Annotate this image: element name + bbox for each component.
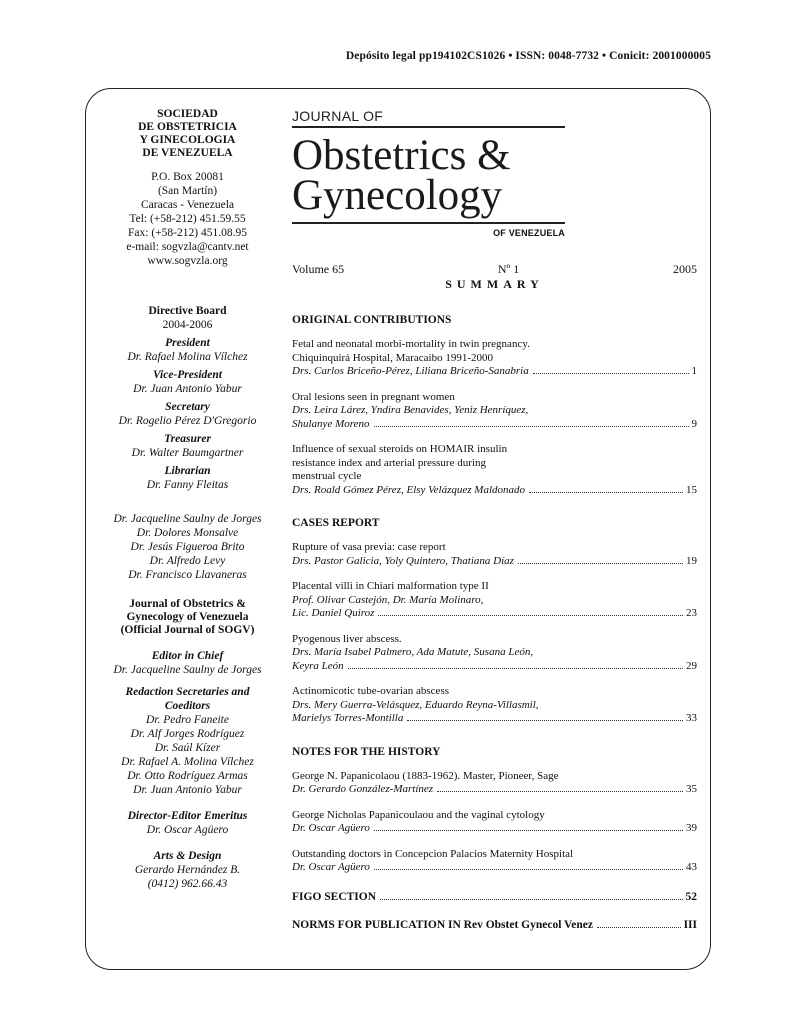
section-title: NORMS FOR PUBLICATION IN Rev Obstet Gynecol Venez (292, 918, 594, 931)
entry-title: Actinomicotic tube-ovarian abscess (292, 685, 450, 697)
entry-page: 35 (686, 783, 697, 795)
address-line: Caracas - Venezuela (140, 199, 234, 211)
website-line: www.sogvzla.org (147, 255, 228, 267)
norms-entry[interactable] (292, 919, 697, 931)
directive-board-years: 2004-2006 (162, 319, 213, 331)
entry-authors: Drs. Mery Guerra-Velásquez, Eduardo Reyna-Villasmil, (292, 698, 539, 711)
entry-authors: Shulanye Moreno (292, 417, 370, 430)
role-person: Dr. Juan Antonio Yabur (133, 383, 242, 395)
redaction-person: Dr. Otto Rodríguez Armas (127, 770, 248, 782)
journal-title-line: Gynecology of Venezuela (126, 611, 249, 623)
legal-deposit-line: Depósito legal pp194102CS1026 • ISSN: 0048-7732 • Conicit: 2001000005 (345, 50, 711, 62)
toc-entry[interactable] (292, 580, 697, 621)
toc-entry[interactable] (292, 338, 697, 379)
redaction-person: Dr. Saúl Kízer (154, 742, 221, 754)
entry-authors: Drs. María Isabel Palmero, Ada Matute, Susana León, (292, 646, 534, 658)
entry-page: 1 (691, 365, 697, 377)
toc-entry[interactable] (292, 443, 697, 497)
journal-title-line: (Official Journal of SOGV) (120, 624, 255, 636)
board-member: Dr. Alfredo Levy (149, 555, 226, 567)
entry-authors: Dr. Oscar Agüero (292, 861, 370, 873)
entry-authors: Drs. Pastor Galicia, Yoly Quintero, Thatiana Díaz (292, 554, 514, 567)
arts-role: Arts & Design (153, 850, 222, 862)
editor-role: Editor in Chief (151, 650, 224, 662)
phone-line: Tel: (+58-212) 451.59.55 (129, 213, 246, 225)
role-title: Vice-President (153, 369, 222, 381)
section-title: FIGO SECTION (292, 890, 377, 903)
email-line: e-mail: sogvzla@cantv.net (126, 241, 249, 253)
toc-entry[interactable] (292, 633, 697, 674)
role-title: President (165, 337, 210, 349)
issue-info (292, 262, 697, 277)
redaction-person: Dr. Alf Jorges Rodríguez (130, 728, 245, 740)
entry-title: menstrual cycle (292, 470, 362, 482)
entry-page: 23 (686, 607, 697, 619)
emeritus-name: Dr. Oscar Agüero (146, 824, 229, 836)
fax-line: Fax: (+58-212) 451.08.95 (128, 227, 247, 239)
section-title: NOTES FOR THE HISTORY (292, 745, 441, 758)
emeritus-role: Director-Editor Emeritus (127, 810, 248, 822)
directive-board-title: Directive Board (148, 305, 227, 317)
entry-authors: Lic. Daniel Quiroz (292, 607, 375, 619)
entry-title: Chiquinquirá Hospital, Maracaibo 1991-2000 (292, 351, 494, 364)
address-line: P.O. Box 20081 (151, 171, 224, 183)
board-member: Dr. Jesús Figueroa Brito (130, 541, 245, 553)
entry-title: Pyogenous liver abscess. (292, 632, 402, 645)
redaction-person: Dr. Juan Antonio Yabur (133, 784, 242, 796)
society-line: DE OBSTETRICIA (138, 121, 237, 133)
society-line: Y GINECOLOGIA (139, 134, 236, 146)
redaction-role-line: Redaction Secretaries and (125, 686, 250, 698)
entry-page: 9 (691, 417, 697, 430)
figo-section-entry[interactable] (292, 891, 697, 903)
address-line: (San Martín) (157, 185, 218, 197)
society-name (95, 108, 280, 160)
entry-title: Oral lesions seen in pregnant women (292, 390, 455, 403)
society-address (95, 170, 280, 268)
logo-bottom-rule (292, 222, 565, 224)
role-person: Dr. Walter Baumgartner (131, 447, 244, 459)
role-title: Secretary (165, 401, 210, 413)
entry-authors: Drs. Roald Gómez Pérez, Elsy Velázquez Maldonado (292, 483, 526, 496)
entry-authors: Prof. Olivar Castejón, Dr. María Molinaro, (292, 593, 484, 606)
toc-entry[interactable] (292, 685, 697, 726)
society-line: DE VENEZUELA (142, 147, 233, 159)
entry-authors: Drs. Leira Lárez, Yndira Benavides, Yeniz Henríquez, (292, 404, 529, 416)
role-person: Dr. Rogelio Pérez D'Gregorio (118, 415, 257, 427)
journal-title-block (95, 598, 280, 637)
entry-page: 19 (686, 554, 697, 567)
volume: Volume 65 (292, 262, 345, 276)
section-title: ORIGINAL CONTRIBUTIONS (292, 314, 452, 326)
toc-entry[interactable] (292, 391, 697, 432)
entry-page: 43 (686, 861, 697, 873)
journal-title-line: Journal of Obstetrics & (129, 598, 246, 610)
logo-title (292, 132, 697, 219)
entry-page: 39 (686, 822, 697, 834)
entry-page: 33 (686, 712, 697, 724)
section-title: CASES REPORT (292, 517, 380, 529)
entry-authors: Marielys Torres-Montilla (292, 712, 404, 724)
logo-top-rule (292, 126, 565, 128)
role-title: Librarian (164, 465, 211, 477)
entry-authors: Drs. Carlos Briceño-Pérez, Liliana Briceño-Sanabria (292, 365, 529, 377)
role-title: Treasurer (164, 433, 211, 445)
editor-name: Dr. Jacqueline Saulny de Jorges (113, 664, 262, 676)
role-person: Dr. Rafael Molina Vílchez (127, 351, 248, 363)
entry-authors: Keyra León (292, 659, 344, 672)
entry-title: George Nicholas Papanicoulaou and the vaginal cytology (292, 808, 545, 821)
redaction-person: Dr. Pedro Faneite (146, 714, 229, 726)
redaction-role (95, 685, 280, 713)
role-person: Dr. Fanny Fleitas (146, 479, 229, 491)
redaction-role-line: Coeditors (164, 700, 211, 712)
entry-page: 52 (685, 890, 697, 903)
toc-entry[interactable] (292, 809, 697, 836)
entry-title: Rupture of vasa previa: case report (292, 541, 446, 553)
logo-of-venezuela: OF VENEZUELA (493, 228, 565, 238)
logo-line-obstetrics: Obstetrics & (292, 132, 511, 179)
summary-heading: SUMMARY (445, 277, 544, 291)
entry-page: 29 (686, 659, 697, 672)
redaction-person: Dr. Rafael A. Molina Vílchez (121, 756, 254, 768)
toc-entry[interactable] (292, 848, 697, 875)
board-member: Dr. Francisco Llavaneras (128, 569, 247, 581)
logo-line-gynecology: Gynecology (292, 172, 503, 219)
sidebar (95, 108, 280, 891)
entry-page: III (683, 918, 697, 931)
entry-title: resistance index and arterial pressure during (292, 456, 486, 469)
entry-title: Outstanding doctors in Concepcion Palacios Maternity Hospital (292, 847, 574, 860)
board-member: Dr. Jacqueline Saulny de Jorges (113, 513, 262, 525)
entry-title: George N. Papanicolaou (1883-1962). Master, Pioneer, Sage (292, 769, 559, 782)
issue-number: Nº 1 (497, 262, 520, 276)
toc-entry[interactable] (292, 541, 697, 568)
society-line: SOCIEDAD (157, 108, 218, 120)
entry-title: Placental villi in Chiari malformation type II (292, 580, 489, 592)
entry-authors: Dr. Gerardo González-Martínez (292, 783, 434, 795)
summary-main (292, 108, 697, 931)
entry-authors: Dr. Oscar Agüero (292, 822, 370, 834)
entry-page: 15 (686, 483, 697, 496)
entry-title: Influence of sexual steroids on HOMAIR insulin (292, 443, 508, 455)
arts-name: Gerardo Hernández B. (134, 864, 241, 876)
logo-journal-of: JOURNAL OF (292, 108, 384, 124)
arts-phone: (0412) 962.66.43 (147, 878, 228, 890)
board-member: Dr. Dolores Monsalve (136, 527, 239, 539)
toc-entry[interactable] (292, 770, 697, 797)
issue-year: 2005 (672, 262, 697, 276)
entry-title: Fetal and neonatal morbi-mortality in twin pregnancy. (292, 338, 530, 350)
